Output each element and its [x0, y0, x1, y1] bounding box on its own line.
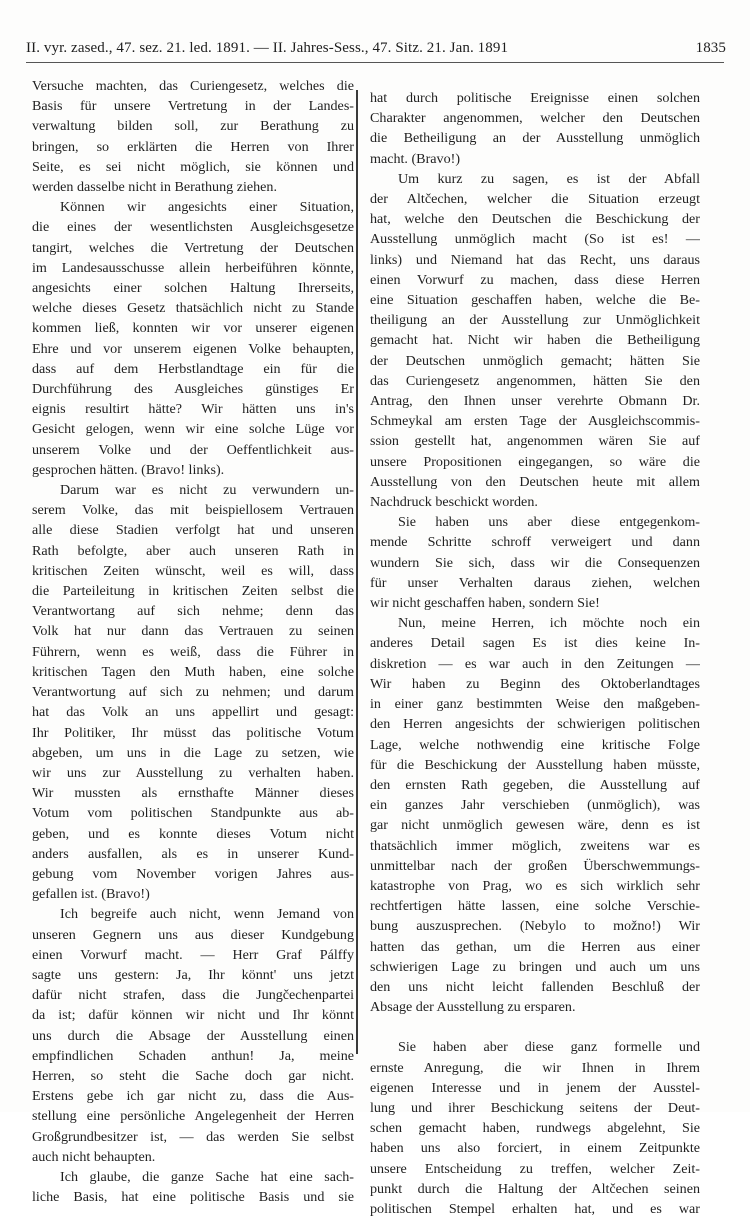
- text-line: unsere Propositionen eingegangen, so wäre die: [370, 453, 700, 470]
- text-line: Charakter angenommen, welcher den Deutschen: [370, 110, 700, 127]
- text-line: Rath befolgte, aber auch unseren Rath in: [32, 542, 354, 559]
- text-line: diskretion — es war auch in den Zeitungen —: [370, 655, 700, 672]
- text-line: Wir haben zu Beginn des Oktoberlandtages: [370, 675, 700, 692]
- text-line: wundern Sie sich, dass wir die Consequenzen: [370, 554, 700, 571]
- text-line: politischen Stempel erhalten hat, und es war: [370, 1200, 700, 1217]
- text-line: ernste Anregung, die wir Ihnen in Ihrem: [370, 1059, 700, 1076]
- paragraph-gap: [370, 1017, 700, 1037]
- text-line: der Deutschen unmöglich gemacht; hätten Sie: [370, 352, 700, 369]
- text-line: in einer ganz bestimmten Weise den maßgeben-: [370, 696, 700, 713]
- text-line: Nachdruck beschickt worden.: [370, 494, 538, 511]
- text-line: Seite, es sei nicht möglich, sie können und: [32, 158, 354, 175]
- text-line: punkt durch die Haltung der Altčechen seinen: [370, 1180, 700, 1197]
- text-line: Ehre und vor unserem eigenen Volke behaupten,: [32, 340, 354, 357]
- column-divider: [356, 90, 358, 1054]
- text-line: Sie haben aber diese ganz formelle und: [398, 1039, 700, 1056]
- text-line: hat das Volk an uns appellirt und gesagt:: [32, 704, 354, 721]
- text-line: wir nicht geschaffen haben, sondern Sie!: [370, 595, 600, 612]
- text-line: Votum vom politischen Standpunkte aus ab-: [32, 805, 354, 822]
- text-line: stellung eine persönliche Angelegenheit der Herren: [32, 1108, 354, 1125]
- text-line: die eines der wesentlichsten Ausgleichsgesetze: [32, 219, 354, 236]
- text-line: thatsächlich immer möglich, zweitens war es: [370, 837, 700, 854]
- text-line: mende Schritte schroff verweigert und dann: [370, 534, 700, 551]
- text-line: einen Vorwurf macht. — Herr Graf Pálffy: [32, 946, 354, 963]
- text-line: für die Beschickung der Ausstellung haben müsste,: [370, 756, 700, 773]
- text-line: Herren, so steht die Sache doch gar nicht.: [32, 1067, 354, 1084]
- text-line: eigenen Interesse und in jenem der Ausstel-: [370, 1079, 700, 1096]
- text-line: bung auszusprechen. (Nebylo to možno!) Wir: [370, 918, 700, 935]
- text-line: Sie haben uns aber diese entgegenkom-: [398, 514, 700, 531]
- text-line: Führern, wenn es weiß, dass die Führer in: [32, 643, 354, 660]
- text-line: ein ganzes Jahr verschieben (unmöglich), was: [370, 797, 700, 814]
- text-line: da ist; dafür können wir nicht und Ihr könnt: [32, 1007, 354, 1024]
- text-line: anderes Detail sagen Es ist dies keine In-: [370, 635, 700, 652]
- text-line: Nun, meine Herren, ich möchte noch ein: [398, 615, 700, 632]
- text-line: abgeben, um uns in die Lage zu setzen, wie: [32, 744, 354, 761]
- text-line: unserem Volke und der Oeffentlichkeit aus-: [32, 441, 354, 458]
- running-header: [26, 40, 726, 62]
- text-line: gemacht hat. Nicht wir haben die Betheiligung: [370, 332, 700, 349]
- text-line: für unser Verhalten daraus ziehen, welchen: [370, 574, 700, 591]
- text-line: eine Situation geschaffen haben, welche die Be-: [370, 292, 700, 309]
- text-line: den ernsten Rath gegeben, die Ausstellung auf: [370, 776, 700, 793]
- text-line: dass auf dem Herbstlandtage ein für die: [32, 360, 354, 377]
- text-line: hatten das gethan, um die Herren aus einer: [370, 938, 700, 955]
- text-line: der Altčechen, welcher die Situation erzeugt: [370, 191, 700, 208]
- text-line: Versuche machten, das Curiengesetz, welches die: [32, 78, 354, 94]
- text-line: die Betheiligung an der Ausstellung unmöglich: [370, 130, 700, 147]
- text-line: unmittelbar nach der großen Überschwemmungs-: [370, 857, 700, 874]
- text-line: ssion gestellt hat, angenommen wären Sie auf: [370, 433, 700, 450]
- text-line: einen Vorwurf zu machen, dass diese Herren: [370, 271, 700, 288]
- text-line: die Parteileitung in kritischen Zeiten selbst die: [32, 583, 354, 600]
- text-line: werden dasselbe nicht in Berathung ziehen.: [32, 179, 277, 196]
- text-line: den uns nicht leicht fallenden Beschluß der: [370, 978, 700, 995]
- text-line: das Curiengesetz angenommen, hätten Sie den: [370, 372, 700, 389]
- page-number: 1835: [695, 40, 726, 56]
- text-line: dafür nicht strafen, dass die Jungčechenpartei: [32, 987, 354, 1004]
- text-line: gebung vom November vorigen Jahres aus-: [32, 865, 354, 882]
- text-line: macht. (Bravo!): [370, 150, 461, 167]
- text-line: rechtfertigen hätte lassen, eine solche Verschie-: [370, 898, 700, 915]
- text-line: empfindlichen Schaden anthun! Ja, meine: [32, 1047, 354, 1064]
- text-line: schwierigen Lage zu bringen und auch um uns: [370, 958, 700, 975]
- header-session-info: II. vyr. zased., 47. sez. 21. led. 1891. — II. Jahres-Sess., 47. Sitz. 21. Jan. 1891: [26, 40, 509, 56]
- text-line: unsere Entscheidung zu treffen, welcher Zeit-: [370, 1160, 700, 1177]
- text-line: Basis für unsere Vertretung in der Landes-: [32, 98, 354, 115]
- text-line: Erstens gebe ich gar nicht zu, dass die Aus-: [32, 1088, 354, 1105]
- text-line: bringen, so erklärten die Herren von Ihrer: [32, 138, 354, 155]
- text-line: katastrophe von Prag, wo es sich wirklich sehr: [370, 877, 700, 894]
- text-line: Können wir angesichts einer Situation,: [60, 199, 354, 216]
- text-line: schen gemacht haben, rundwegs abgelehnt, Sie: [370, 1120, 700, 1137]
- text-line: Schmeykal am ersten Tage der Ausgleichscommis-: [370, 413, 700, 430]
- text-line: Durchführung des Ausgleiches günstiges Er: [32, 381, 354, 398]
- text-line: den Herren angesichts der schwierigen politischen: [370, 716, 700, 733]
- text-line: Ausstellung unmöglich macht (So ist es! —: [370, 231, 700, 248]
- text-line: Ausstellung von den Deutschen heute mit allem: [370, 473, 700, 490]
- text-line: unseren Gegnern uns aus dieser Kundgebung: [32, 926, 354, 943]
- text-line: liche Basis, hat eine politische Basis und sie: [32, 1189, 354, 1206]
- text-line: auch nicht behaupten.: [32, 1148, 156, 1165]
- text-line: alle diese Stadien verfolgt hat und unseren: [32, 522, 354, 539]
- text-line: kommen ließ, konnten wir vor unserer eigenen: [32, 320, 354, 337]
- text-line: Ich glaube, die ganze Sache hat eine sach-: [60, 1168, 354, 1185]
- text-line: eignis resultirt hätte? Wir hätten uns in's: [32, 401, 354, 418]
- text-line: verwaltung bilden soll, zur Berathung zu: [32, 118, 354, 135]
- right-column: [370, 88, 700, 1219]
- text-line: im Landesausschusse allein herbeiführen könnte,: [32, 259, 354, 276]
- text-line: Antrag, den Ihnen unser verehrte Obmann Dr.: [370, 393, 700, 410]
- text-line: tangirt, welches die Vertretung der Deutschen: [32, 239, 354, 256]
- text-line: uns durch die Absage der Ausstellung einen: [32, 1027, 354, 1044]
- text-line: welche dieses Gesetz thatsächlich nicht zu Stande: [32, 300, 354, 317]
- text-line: Wir mussten als ernsthafte Männer dieses: [32, 785, 354, 802]
- text-line: sagte uns gestern: Ja, Ihr könnt' uns jetzt: [32, 966, 354, 983]
- text-line: serem Volke, das mit beispiellosem Vertrauen: [32, 502, 354, 519]
- text-line: anders ausfallen, als es in unserer Kund-: [32, 845, 354, 862]
- text-line: lung und ihrer Beschickung seitens der Deut-: [370, 1099, 700, 1116]
- text-line: Gesicht gelogen, wenn wir eine solche Lüge vor: [32, 421, 354, 438]
- header-rule: [26, 62, 724, 63]
- text-line: haben uns also forciert, in einem Zeitpunkte: [370, 1140, 700, 1157]
- text-line: theiligung an der Ausstellung zur Unmöglichkeit: [370, 312, 700, 329]
- text-line: Ihr Politiker, Ihr müsst das politische Votum: [32, 724, 354, 741]
- text-line: Volk hat nur dann das Vertrauen zu seinen: [32, 623, 354, 640]
- text-line: Absage der Ausstellung zu ersparen.: [370, 999, 576, 1016]
- text-line: Verantwortung auf sich zu nehmen; und darum: [32, 684, 354, 701]
- text-line: hat, welche den Deutschen die Beschickung der: [370, 211, 700, 228]
- text-line: gar nicht unmöglich gewesen wäre, denn es ist: [370, 817, 700, 834]
- text-line: hat durch politische Ereignisse einen solchen: [370, 90, 700, 106]
- text-line: Um kurz zu sagen, es ist der Abfall: [398, 170, 700, 187]
- text-line: Großgrundbesitzer ist, — das werden Sie selbst: [32, 1128, 354, 1145]
- text-line: wir uns zur Ausstellung zu verhalten haben.: [32, 764, 354, 781]
- text-line: Lage, welche nothwendig eine kritische Folge: [370, 736, 700, 753]
- text-line: angesichts einer solchen Haltung Ihrerseits,: [32, 280, 354, 297]
- text-line: Verantwortang auf sich nehme; denn das: [32, 603, 354, 620]
- left-column: [32, 76, 354, 1207]
- text-line: links) und Niemand hat das Recht, uns daraus: [370, 251, 700, 268]
- text-line: gefallen ist. (Bravo!): [32, 886, 150, 903]
- text-line: Ich begreife auch nicht, wenn Jemand von: [60, 906, 354, 923]
- text-line: geben, und es konnte dieses Votum nicht: [32, 825, 354, 842]
- text-line: kritischen Zeiten wünscht, weil es will, dass: [32, 562, 354, 579]
- text-line: Darum war es nicht zu verwundern un-: [60, 482, 354, 499]
- text-line: gesprochen hätten. (Bravo! links).: [32, 461, 225, 478]
- text-line: kritischen Tagen den Muth haben, eine solche: [32, 663, 354, 680]
